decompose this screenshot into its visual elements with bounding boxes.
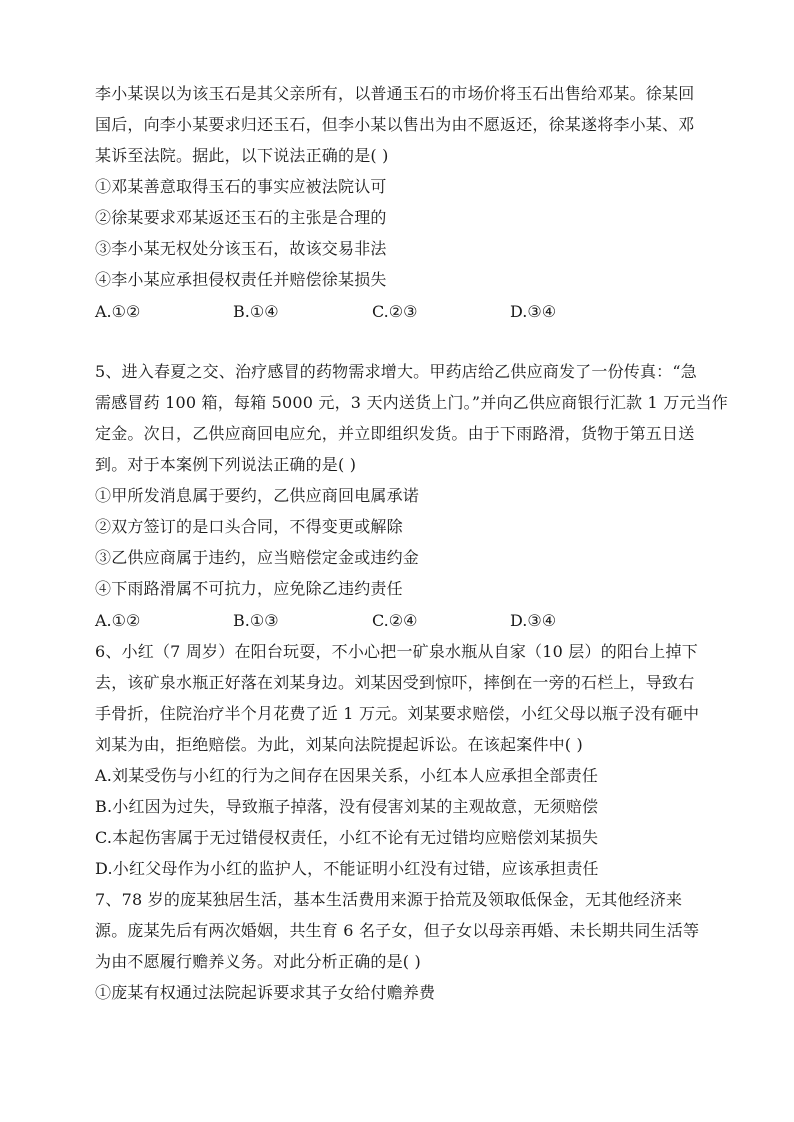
q5-option-a: A.①② <box>95 611 141 630</box>
q4-text-line-3: 某诉至法院。据此，以下说法正确的是( ) <box>95 146 389 165</box>
q6-text-line-3: 手骨折，住院治疗半个月花费了近 1 万元。刘某要求赔偿，小红父母以瓶子没有砸中 <box>95 704 700 723</box>
q6-option-d: D.小红父母作为小红的监护人，不能证明小红没有过错，应该承担责任 <box>95 859 599 878</box>
q6-option-b: B.小红因为过失，导致瓶子掉落，没有侵害刘某的主观故意，无须赔偿 <box>95 797 599 816</box>
q5-text-line-4: 到。对于本案例下列说法正确的是( ) <box>95 455 357 474</box>
q4-option-a: A.①② <box>95 302 141 321</box>
q5-option-b: B.①③ <box>233 611 279 630</box>
q5-option-d: D.③④ <box>510 611 557 630</box>
q4-statement-2: ②徐某要求邓某返还玉石的主张是合理的 <box>95 208 387 227</box>
q4-statement-1: ①邓某善意取得玉石的事实应被法院认可 <box>95 177 387 196</box>
q5-statement-2: ②双方签订的是口头合同，不得变更或解除 <box>95 517 403 536</box>
q5-statement-1: ①甲所发消息属于要约，乙供应商回电属承诺 <box>95 486 420 505</box>
q6-option-a: A.刘某受伤与小红的行为之间存在因果关系，小红本人应承担全部责任 <box>95 766 599 785</box>
q4-text-line-2: 国后，向李小某要求归还玉石，但李小某以售出为由不愿返还，徐某遂将李小某、邓 <box>95 115 695 134</box>
q5-option-c: C.②④ <box>372 611 418 630</box>
q4-statement-3: ③李小某无权处分该玉石，故该交易非法 <box>95 239 387 258</box>
q6-option-c: C.本起伤害属于无过错侵权责任，小红不论有无过错均应赔偿刘某损失 <box>95 828 599 847</box>
q5-statement-3: ③乙供应商属于违约，应当赔偿定金或违约金 <box>95 548 420 567</box>
q6-text-line-4: 刘某为由，拒绝赔偿。为此，刘某向法院提起诉讼。在该起案件中( ) <box>95 735 583 754</box>
q4-statement-4: ④李小某应承担侵权责任并赔偿徐某损失 <box>95 270 387 289</box>
q4-text-line-1: 李小某误以为该玉石是其父亲所有，以普通玉石的市场价将玉石出售给邓某。徐某回 <box>95 84 695 103</box>
q7-text-line-3: 为由不愿履行赡养义务。对此分析正确的是( ) <box>95 952 421 971</box>
q4-option-d: D.③④ <box>510 302 557 321</box>
q5-text-line-1: 5、进入春夏之交、治疗感冒的药物需求增大。甲药店给乙供应商发了一份传真：“急 <box>95 362 697 381</box>
q4-option-c: C.②③ <box>372 302 418 321</box>
q5-statement-4: ④下雨路滑属不可抗力，应免除乙违约责任 <box>95 579 403 598</box>
q6-text-line-2: 去，该矿泉水瓶正好落在刘某身边。刘某因受到惊吓，摔倒在一旁的石栏上，导致右 <box>95 673 695 692</box>
q4-option-b: B.①④ <box>233 302 279 321</box>
q7-statement-1: ①庞某有权通过法院起诉要求其子女给付赡养费 <box>95 983 436 1002</box>
q5-text-line-3: 定金。次日，乙供应商回电应允，并立即组织发货。由于下雨路滑，货物于第五日送 <box>95 424 695 443</box>
q7-text-line-1: 7、78 岁的庞某独居生活，基本生活费用来源于拾荒及领取低保金，无其他经济来 <box>95 890 683 909</box>
q7-text-line-2: 源。庞某先后有两次婚姻，共生育 6 名子女，但子女以母亲再婚、未长期共同生活等 <box>95 921 700 940</box>
q5-text-line-2: 需感冒药 100 箱，每箱 5000 元，3 天内送货上门。”并向乙供应商银行汇款 1 万元当作 <box>95 393 728 412</box>
q6-text-line-1: 6、小红（7 周岁）在阳台玩耍，不小心把一矿泉水瓶从自家（10 层）的阳台上掉下 <box>95 642 698 661</box>
